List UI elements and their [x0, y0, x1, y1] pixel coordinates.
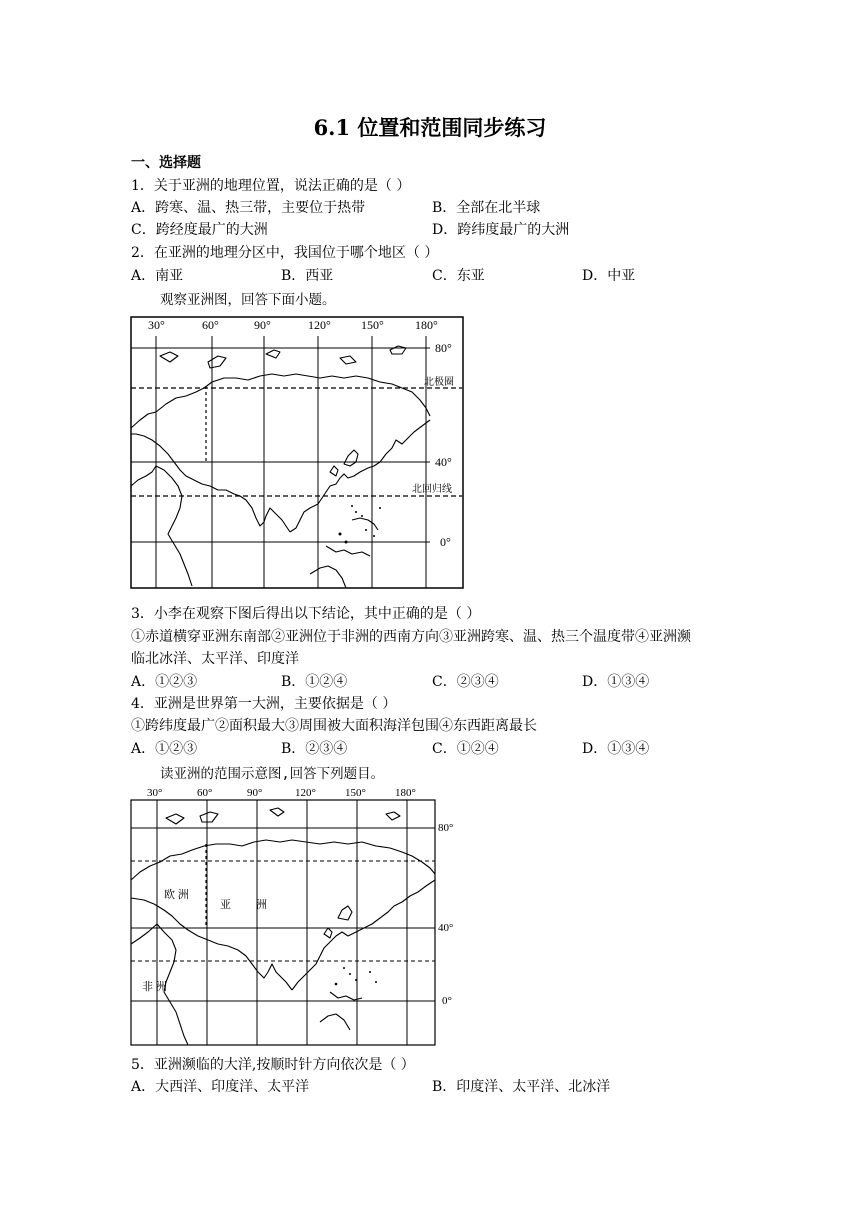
- q1-option-a: A．跨寒、温、热三带，主要位于热带: [131, 200, 366, 216]
- question-4-stem: 4．亚洲是世界第一大洲，主要依据是（ ）: [131, 696, 397, 712]
- q3-statements-line1: ①赤道横穿亚洲东南部②亚洲位于非洲的西南方向③亚洲跨寒、温、热三个温度带④亚洲濒: [131, 629, 691, 645]
- q4-option-a: A．①②③: [131, 741, 198, 757]
- q2-option-a: A．南亚: [131, 268, 184, 284]
- map1-lon-60: 60°: [202, 318, 219, 332]
- map2-asia-label-2: 洲: [256, 899, 267, 911]
- question-3-stem: 3．小李在观察下图后得出以下结论，其中正确的是（ ）: [131, 606, 481, 622]
- map2-lat-80: 80°: [438, 822, 454, 834]
- map2-lon-150: 150°: [345, 787, 366, 799]
- q4-option-b: B．②③④: [281, 741, 348, 757]
- map1-lat-80: 80°: [435, 341, 452, 355]
- q3-option-d: D．①③④: [582, 674, 650, 690]
- map1-lat-40: 40°: [435, 455, 452, 469]
- map2-lon-120: 120°: [295, 787, 316, 799]
- q3-option-a: A．①②③: [131, 674, 198, 690]
- q2-option-c: C．东亚: [432, 268, 485, 284]
- q4-option-d: D．①③④: [582, 741, 650, 757]
- map1-arctic-circle-label: 北极圈: [424, 377, 454, 388]
- q4-option-c: C．①②④: [432, 741, 499, 757]
- map1-lon-90: 90°: [254, 318, 271, 332]
- section-heading: 一、选择题: [131, 155, 201, 171]
- map2-intro: 读亚洲的范围示意图,回答下列题目。: [160, 766, 385, 782]
- q3-option-b: B．①②④: [281, 674, 348, 690]
- page-title: 6.1 位置和范围同步练习: [313, 115, 547, 140]
- question-2-stem: 2．在亚洲的地理分区中，我国位于哪个地区（ ）: [131, 245, 439, 261]
- map2-lon-90: 90°: [247, 787, 263, 799]
- q3-statements-line2: 临北冰洋、太平洋、印度洋: [131, 651, 299, 667]
- q1-option-c: C．跨经度最广的大洲: [131, 222, 268, 238]
- asia-map-2: [130, 784, 460, 1048]
- map1-lon-180: 180°: [415, 318, 438, 332]
- map1-lon-120: 120°: [308, 318, 331, 332]
- map1-lat-0: 0°: [440, 535, 451, 549]
- asia-map-1: [130, 316, 466, 590]
- map2-lat-40: 40°: [438, 922, 454, 934]
- map1-lon-30: 30°: [148, 318, 165, 332]
- q2-option-d: D．中亚: [582, 268, 636, 284]
- map2-asia-label-1: 亚: [220, 899, 231, 911]
- map2-lon-180: 180°: [395, 787, 416, 799]
- map2-lon-30: 30°: [147, 787, 163, 799]
- map1-tropic-label: 北回归线: [412, 484, 452, 495]
- q4-statements: ①跨纬度最广②面积最大③周围被大面积海洋包围④东西距离最长: [131, 718, 537, 734]
- question-5-stem: 5．亚洲濒临的大洋,按顺时针方向依次是（ ）: [131, 1057, 415, 1073]
- map2-europe-label: 欧 洲: [164, 889, 189, 901]
- map1-lon-150: 150°: [361, 318, 384, 332]
- q3-option-c: C．②③④: [432, 674, 499, 690]
- q2-option-b: B．西亚: [281, 268, 334, 284]
- q1-option-b: B．全部在北半球: [432, 200, 541, 216]
- q1-option-d: D．跨纬度最广的大洲: [432, 222, 570, 238]
- question-1-stem: 1．关于亚洲的地理位置，说法正确的是（ ）: [131, 178, 411, 194]
- map2-lon-60: 60°: [197, 787, 213, 799]
- q5-option-b: B．印度洋、太平洋、北冰洋: [432, 1079, 611, 1095]
- q5-option-a: A．大西洋、印度洋、太平洋: [131, 1079, 310, 1095]
- map1-intro: 观察亚洲图，回答下面小题。: [160, 292, 336, 308]
- map2-lat-0: 0°: [442, 995, 452, 1007]
- map2-africa-label: 非 洲: [142, 981, 167, 993]
